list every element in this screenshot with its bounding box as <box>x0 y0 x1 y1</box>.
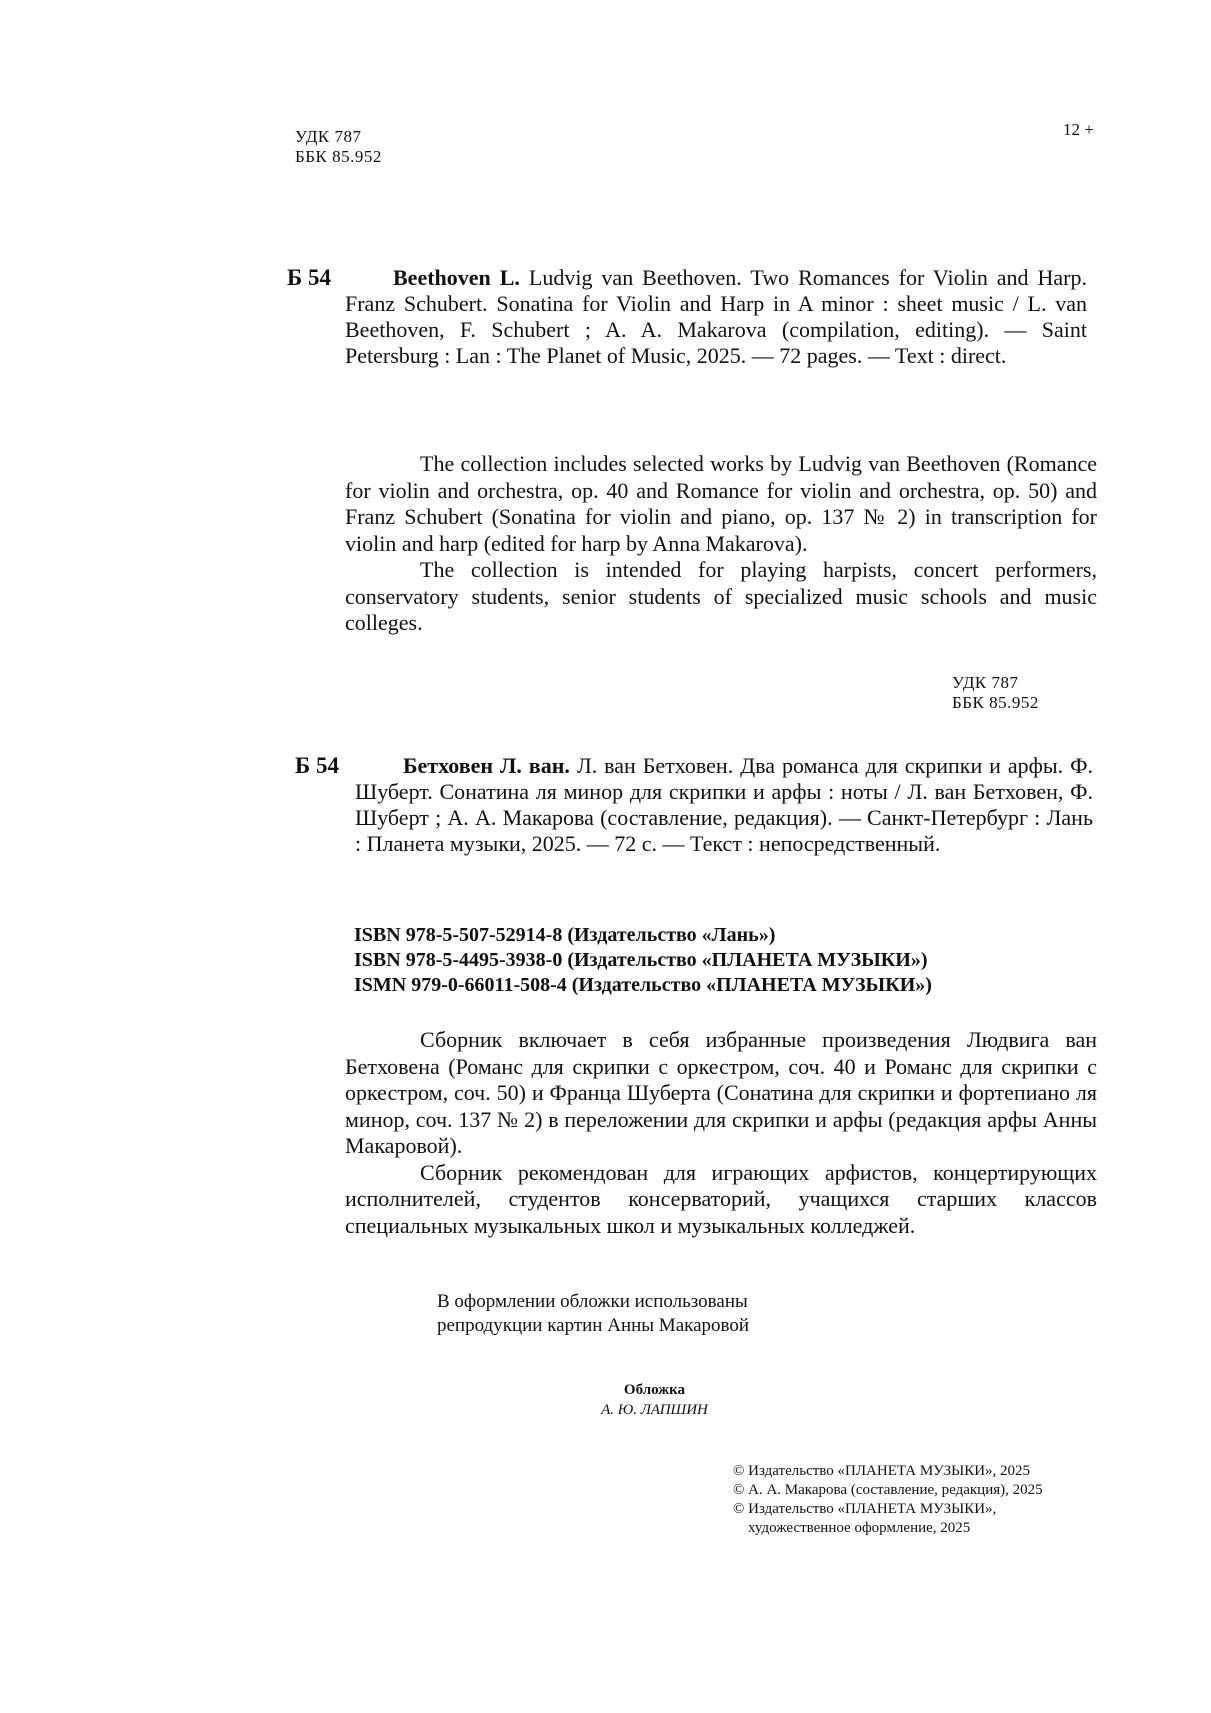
entry-author-ru: Бетховен Л. ван. <box>403 753 570 778</box>
cover-credit <box>0 1380 1211 1420</box>
age-rating: 12 + <box>1063 120 1094 139</box>
cover-credit-label: Обложка <box>623 1382 686 1398</box>
bibliographic-entry-en <box>345 265 1087 369</box>
copyright-line: © Издательство «ПЛАНЕТА МУЗЫКИ», <box>733 1501 997 1517</box>
bibliographic-entry-ru <box>355 753 1093 857</box>
annotation-en-p2: The collection is intended for playing harpists, concert performers, conservatory students, senior students of specialized music schools and music colleges. <box>345 557 1097 635</box>
cover-credit-name: А. Ю. ЛАПШИН <box>601 1402 708 1418</box>
annotation-ru <box>345 1027 1097 1239</box>
cover-note <box>437 1290 749 1338</box>
entry-author-en: Beethoven L. <box>393 265 520 290</box>
bbk-code-mid: ББК 85.952 <box>952 693 1039 712</box>
copyright-line: художественное оформление, 2025 <box>748 1520 971 1536</box>
udk-bbk-mid <box>952 673 1039 713</box>
cover-note-line: В оформлении обложки использованы <box>437 1291 748 1312</box>
udk-code: УДК 787 <box>295 127 362 146</box>
entry-text-en: Ludvig van Beethoven. Two Romances for Violin and Harp. Franz Schubert. Sonatina for Violin and Harp in A minor : sheet music / L. van Beethoven, F. Schubert ; A. A. Makarova (compilation, editing). — Saint Petersburg : Lan : The Planet of Music, 2025. — 72 pages. — Text : direct. <box>345 265 1087 368</box>
annotation-ru-p1: Сборник включает в себя избранные произведения Людвига ван Бетховена (Романс для скрипки с оркестром, соч. 40 и Романс для скрипки с оркестром, соч. 50) и Франца Шуберта (Сонатина для скрипки и фортепиано ля минор, соч. 137 № 2) в переложении для скрипки и арфы (редакция арфы Анны Макаровой). <box>345 1027 1097 1158</box>
annotation-en-p1: The collection includes selected works by Ludvig van Beethoven (Romance for violin and orchestra, op. 40 and Romance for violin and orchestra, op. 50) and Franz Schubert (Sonatina for violin and piano, op. 137 № 2) in transcription for violin and harp (edited for harp by Anna Makarova). <box>345 451 1097 556</box>
author-mark-en: Б 54 <box>287 265 331 290</box>
annotation-ru-p2: Сборник рекомендован для играющих арфистов, концертирующих исполнителей, студентов консерваторий, учащихся старших классов специальных музыкальных школ и музыкальных колледжей. <box>345 1159 1097 1238</box>
bbk-code: ББК 85.952 <box>295 147 382 166</box>
isbn-line: ISBN 978-5-507-52914-8 (Издательство «Лань») <box>354 924 776 946</box>
author-mark-ru: Б 54 <box>295 753 339 778</box>
udk-bbk-top <box>295 127 382 167</box>
isbn-block <box>354 923 932 998</box>
copyright-line: © Издательство «ПЛАНЕТА МУЗЫКИ», 2025 <box>733 1463 1031 1479</box>
ismn-line: ISMN 979-0-66011-508-4 (Издательство «ПЛАНЕТА МУЗЫКИ») <box>354 974 932 996</box>
cover-note-line: репродукции картин Анны Макаровой <box>437 1315 750 1336</box>
entry-text-ru: Л. ван Бетховен. Два романса для скрипки и арфы. Ф. Шуберт. Сонатина ля минор для скрипки и арфы : ноты / Л. ван Бетховен, Ф. Шуберт ; А. А. Макарова (составление, редакция). — Санкт-Петербург : Лань : Планета музыки, 2025. — 72 с. — Текст : непосредственный. <box>355 753 1093 856</box>
copyright-line: © А. А. Макарова (составление, редакция), 2025 <box>733 1482 1043 1498</box>
isbn-line: ISBN 978-5-4495-3938-0 (Издательство «ПЛАНЕТА МУЗЫКИ») <box>354 949 928 971</box>
udk-code-mid: УДК 787 <box>952 673 1019 692</box>
copyright-block <box>733 1462 1043 1538</box>
annotation-en <box>345 451 1097 637</box>
